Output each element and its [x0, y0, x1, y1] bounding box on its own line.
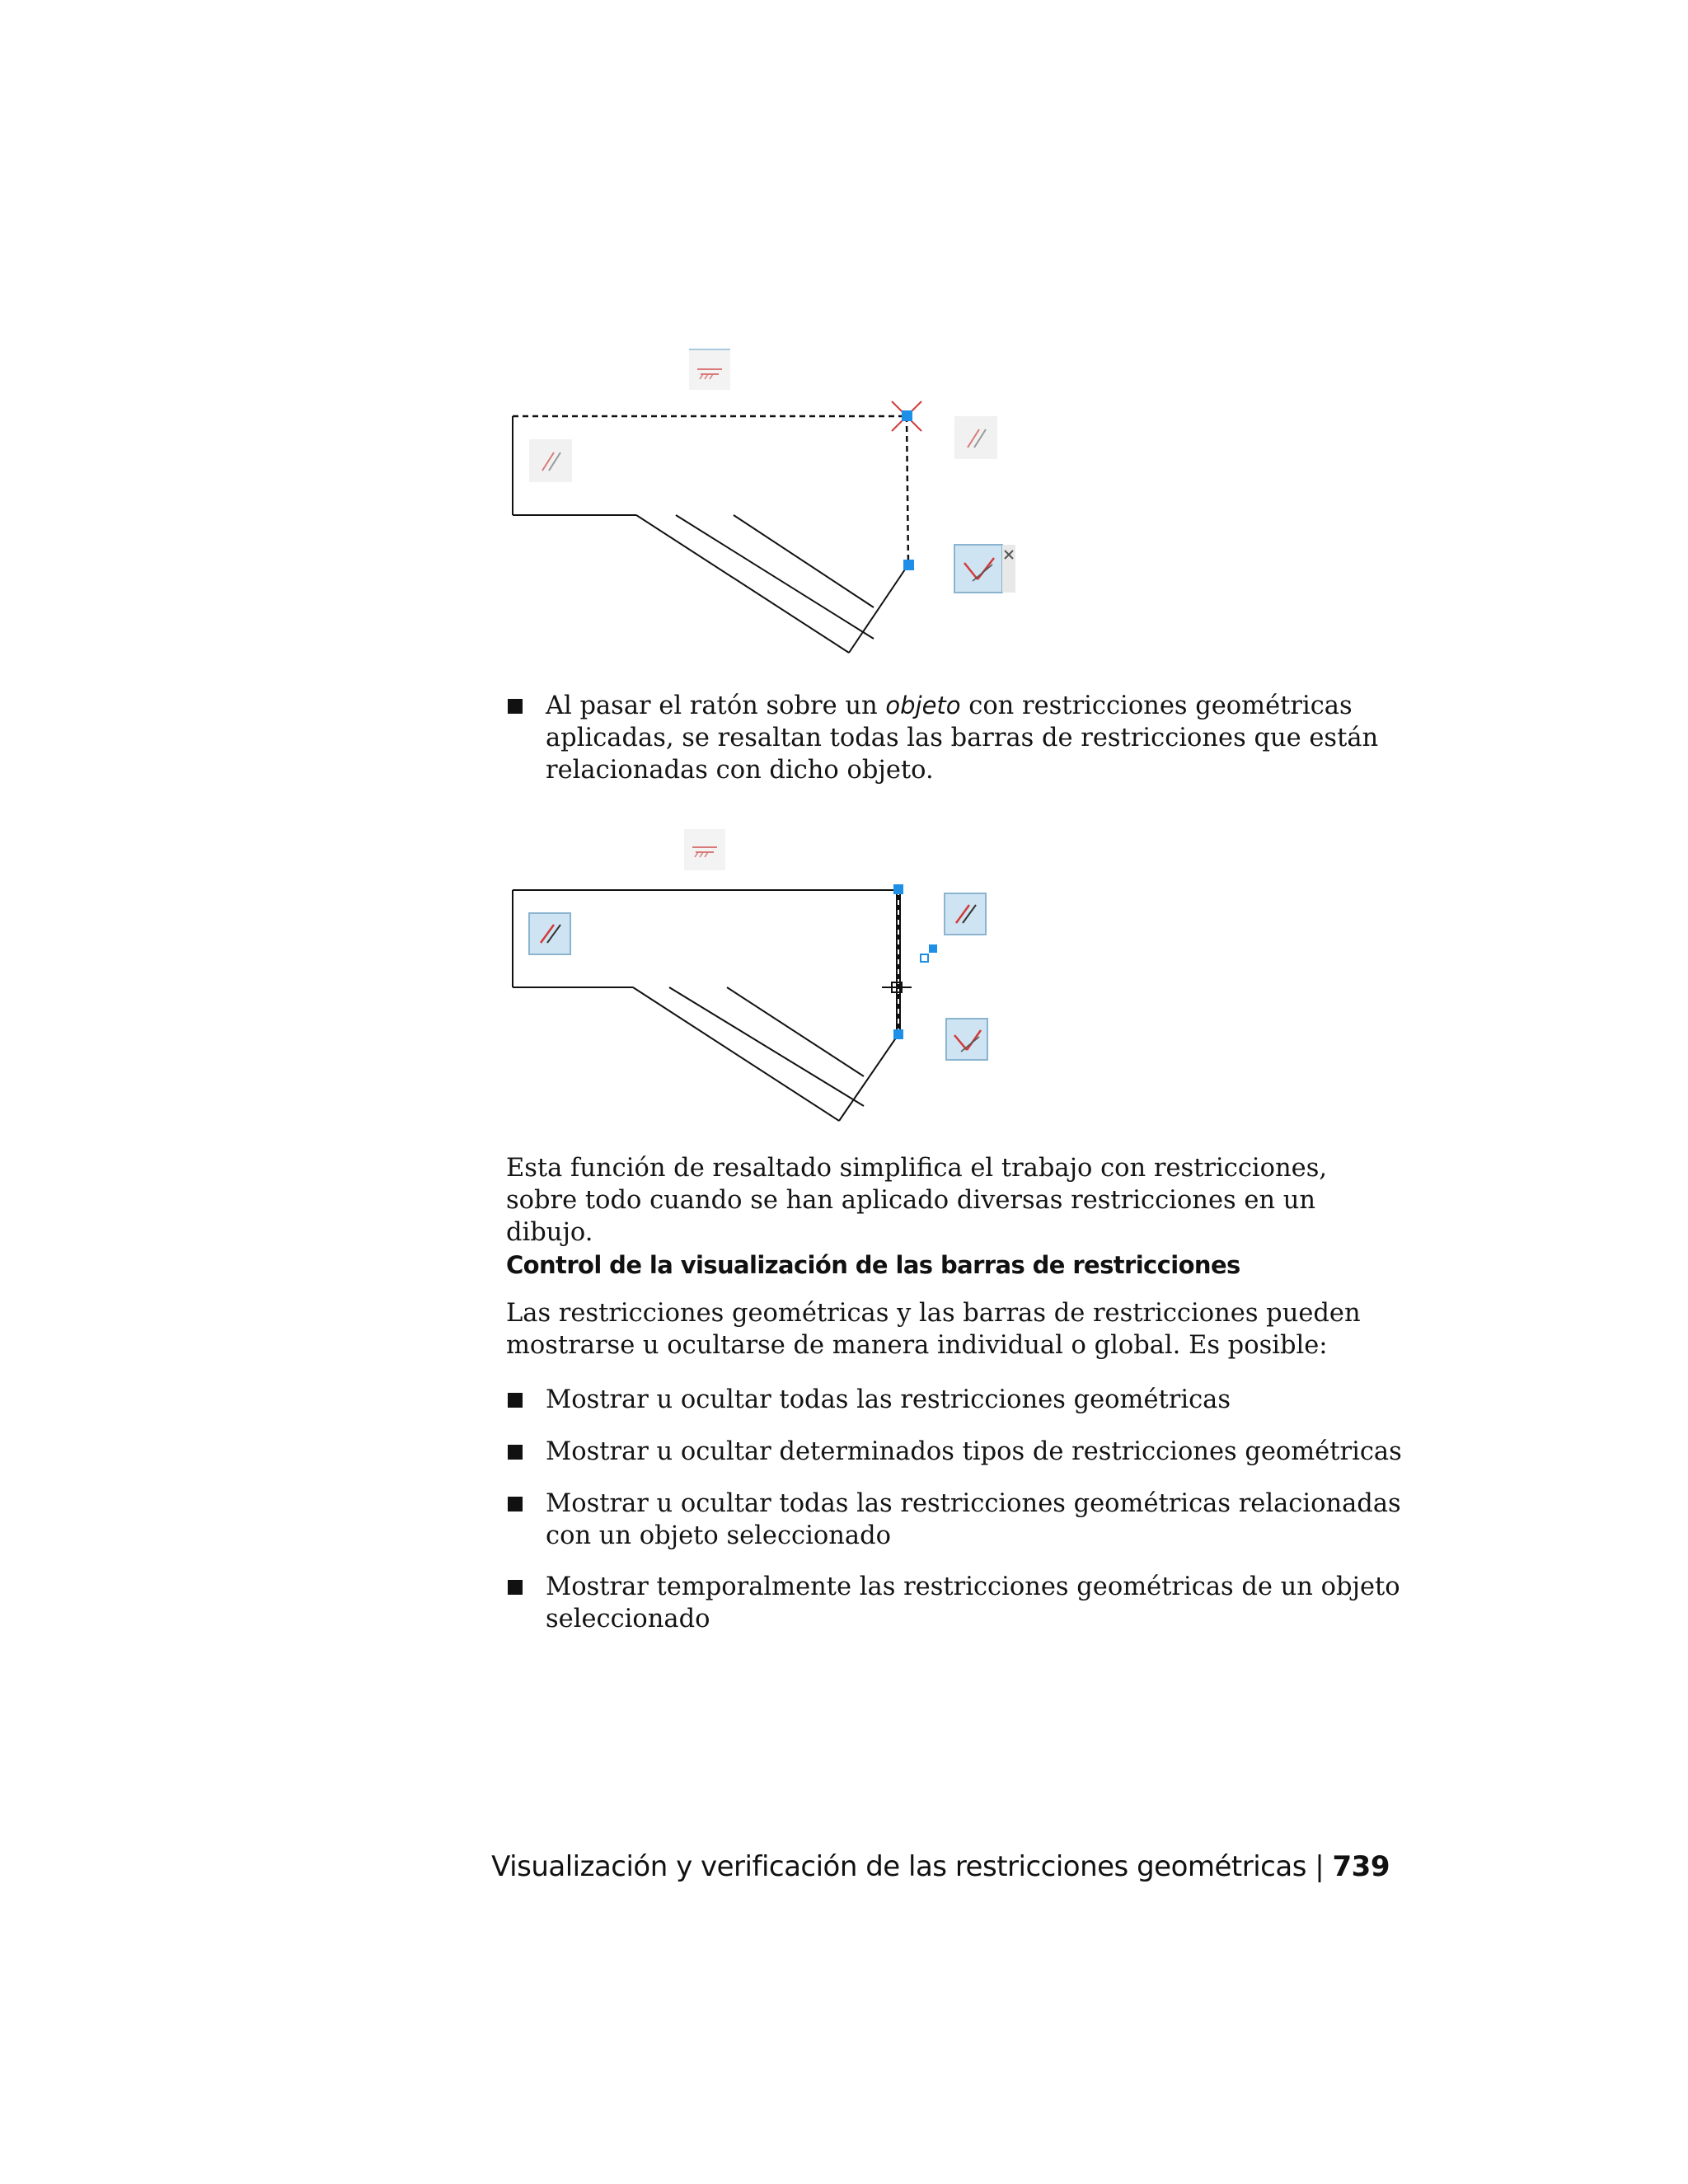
bullet-marker [508, 1580, 523, 1595]
parallel-constraint-icon[interactable] [529, 439, 572, 482]
horizontal-constraint-icon[interactable] [684, 829, 725, 870]
crosshair-cursor-icon [882, 972, 912, 1002]
list-item [506, 1488, 1404, 1554]
grip-indicator [929, 944, 937, 953]
grip-point[interactable] [902, 410, 912, 421]
list-item [506, 1571, 1404, 1637]
bullet-item [506, 690, 1404, 786]
parallel-constraint-icon[interactable] [954, 416, 997, 459]
bullet-marker [508, 699, 523, 714]
page-footer [462, 1849, 1390, 1884]
bullet-marker [508, 1393, 523, 1408]
figure-hover-object [495, 816, 1039, 1146]
perpendicular-constraint-icon[interactable] [946, 1019, 987, 1060]
perpendicular-constraint-icon[interactable] [954, 545, 1002, 593]
list-item-text: Mostrar u ocultar determinados tipos de restricciones geométricas [546, 1437, 1402, 1466]
body-paragraph: Esta función de resaltado simplifica el trabajo con restricciones, sobre todo cuando se han aplicado diversas restricciones en un dibujo. [506, 1154, 1328, 1247]
list-item [506, 1436, 1404, 1469]
grip-point[interactable] [893, 1029, 903, 1039]
page-number: 739 [1332, 1850, 1390, 1883]
bullet-marker [508, 1445, 523, 1460]
list-item-text: Mostrar temporalmente las restricciones geométricas de un objeto seleccionado [546, 1572, 1400, 1633]
parallel-constraint-icon[interactable] [529, 913, 570, 954]
figure-hover-constraint-icon [495, 342, 1039, 672]
bullet-marker [508, 1497, 523, 1511]
grip-point[interactable] [903, 560, 914, 570]
footer-title: Visualización y verificación de las restricciones geométricas [491, 1850, 1306, 1883]
body-paragraph: Las restricciones geométricas y las barras de restricciones pueden mostrarse u ocultarse de manera individual o global. Es posible: [506, 1299, 1361, 1360]
bullet-text: Al pasar el ratón sobre un objeto con restricciones geométricas aplicadas, se resaltan todas las barras de restricciones que están relacionadas con dicho objeto. [546, 691, 1379, 785]
list-item [506, 1384, 1404, 1417]
highlighted-lines [513, 416, 908, 565]
close-icon[interactable] [1002, 545, 1015, 593]
list-item-text: Mostrar u ocultar todas las restricciones geométricas relacionadas con un objeto seleccionado [546, 1489, 1401, 1550]
section-heading: Control de la visualización de las barras de restricciones [506, 1251, 1240, 1279]
horizontal-constraint-icon[interactable] [689, 349, 730, 390]
grip-point[interactable] [893, 884, 903, 894]
emphasis: objeto [885, 691, 961, 719]
list-item-text: Mostrar u ocultar todas las restricciones geométricas [546, 1385, 1231, 1414]
parallel-constraint-icon[interactable] [945, 893, 986, 935]
grip-indicator [921, 954, 928, 962]
footer-separator: | [1315, 1850, 1325, 1883]
